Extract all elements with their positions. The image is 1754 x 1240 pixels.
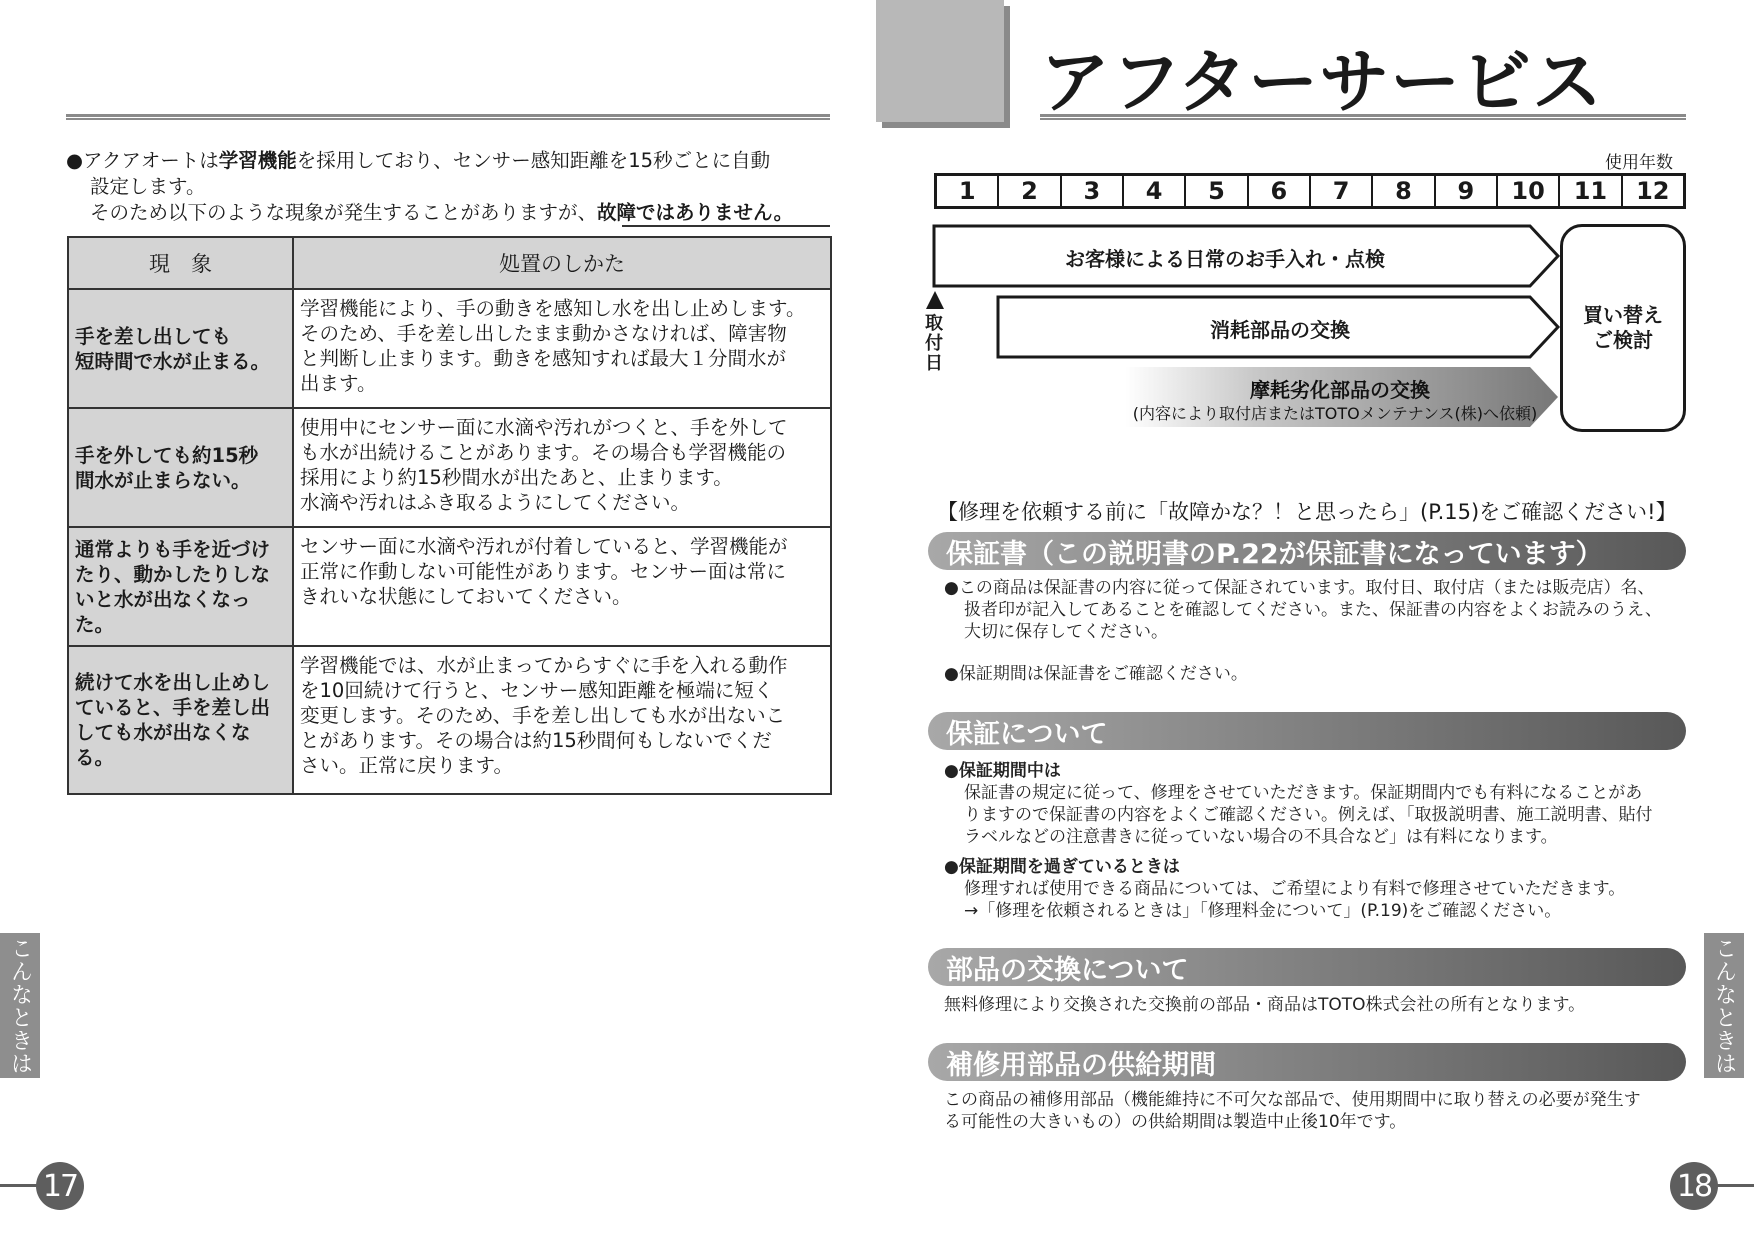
body-line: この商品の補修用部品（機能維持に不可欠な部品で、使用期間中に取り替えの必要が発生す	[944, 1090, 1641, 1110]
year-cell: 9	[1436, 176, 1498, 206]
symptom-line: 手を外しても約15秒	[75, 443, 259, 467]
intro-underline	[622, 225, 830, 227]
action-line: 学習機能により、手の動きを感知し水を出し止めします。	[300, 297, 806, 320]
replace-line: 買い替え	[1583, 303, 1663, 327]
wear-parts-label: 摩耗劣化部品の交換	[1250, 378, 1430, 402]
page-title: アフターサービス	[1040, 41, 1604, 123]
intro-line2: 設定します。	[90, 175, 206, 198]
symptom-line: しても水が出なくなる。	[75, 721, 251, 769]
intro-not-malfunction: 故障ではありません。	[597, 201, 794, 224]
install-date-label	[924, 314, 944, 374]
intro-line1-c: を採用しており、センサー感知距離を15秒ごとに自動	[296, 149, 771, 172]
symptom-line: 短時間で水が止まる。	[75, 349, 271, 373]
action-line: 出ます。	[300, 372, 377, 395]
left-side-tab[interactable]: こんなときは	[0, 933, 40, 1078]
year-cell: 5	[1186, 176, 1248, 206]
action-line: 使用中にセンサー面に水滴や汚れがつくと、手を外して	[300, 416, 788, 439]
action-line: 正常に作動しない可能性があります。センサー面は常に	[300, 560, 786, 583]
left-page-line	[0, 1184, 40, 1187]
body-line: ●保証期間は保証書をご確認ください。	[944, 664, 1248, 684]
parts-supply-body	[944, 1089, 1684, 1133]
action-line: きれいな状態にしておいてください。	[300, 585, 632, 608]
action-cell	[293, 527, 831, 646]
install-char: 日	[925, 353, 943, 374]
symptom-line: 手を差し出しても	[75, 324, 232, 348]
action-cell	[293, 408, 831, 527]
install-char: 付	[925, 333, 943, 354]
body-line: →「修理を依頼されるときは」「修理料金について」(P.19)をご確認ください。	[964, 901, 1562, 921]
section-heading-parts-replacement: 部品の交換について	[928, 948, 1686, 986]
table-row	[68, 408, 831, 527]
intro-text	[66, 148, 836, 226]
intro-learning-feature: 学習機能	[218, 149, 297, 172]
warranty-sub-title: ●保証期間中は	[944, 761, 1061, 781]
symptom-cell	[68, 408, 293, 527]
page-number-right: 18	[1670, 1162, 1718, 1210]
body-line: る可能性の大きいもの）の供給期間は製造中止後10年です。	[944, 1112, 1407, 1132]
body-line: ●この商品は保証書の内容に従って保証されています。取付日、取付店（または販売店）名、	[944, 578, 1655, 598]
replace-consider-box	[1560, 224, 1686, 432]
years-scale	[934, 173, 1686, 209]
action-line: センサー面に水滴や汚れが付着していると、学習機能が	[300, 535, 788, 558]
header-action: 処置のしかた	[293, 237, 831, 289]
body-line: 扱者印が記入してあることを確認してください。また、保証書の内容をよくお読みのうえ、	[964, 600, 1663, 620]
year-cell: 12	[1636, 177, 1670, 205]
action-line: 変更します。そのため、手を差し出しても水が出ないこ	[300, 704, 786, 727]
replace-line: ご検討	[1593, 328, 1653, 352]
header-symptom: 現 象	[68, 237, 293, 289]
action-line: さい。正常に戻ります。	[300, 754, 513, 777]
action-line: そのため、手を差し出したまま動かさなければ、障害物	[300, 322, 787, 345]
daily-care-label: お客様による日常のお手入れ・点検	[1065, 247, 1385, 271]
warranty-body	[944, 760, 1684, 922]
body-line: 修理すれば使用できる商品については、ご希望により有料で修理させていただきます。	[964, 879, 1626, 899]
year-cell: 1	[937, 176, 999, 206]
year-cell: 4	[1124, 176, 1186, 206]
year-cell: 7	[1311, 176, 1373, 206]
year-cell: 6	[1249, 176, 1311, 206]
page-number-left: 17	[36, 1162, 84, 1210]
parts-replacement-body: 無料修理により交換された交換前の部品・商品はTOTO株式会社の所有となります。	[944, 995, 1586, 1015]
symptom-line: 間水が止まらない。	[75, 468, 251, 492]
section-heading-parts-supply: 補修用部品の供給期間	[928, 1043, 1686, 1081]
symptom-cell	[68, 646, 293, 794]
body-line: 保証書の規定に従って、修理をさせていただきます。保証期間内でも有料になることがあ	[964, 783, 1643, 803]
wear-parts-note: (内容により取付店またはTOTOメンテナンス(株)へ依頼)	[1132, 404, 1538, 423]
year-cell: 10	[1498, 176, 1560, 206]
warranty-card-body	[944, 577, 1684, 685]
body-line: りますので保証書の内容をよくご確認ください。例えば、「取扱説明書、施工説明書、貼付	[964, 805, 1653, 825]
symptom-cell	[68, 527, 293, 646]
section-heading-warranty: 保証について	[928, 712, 1686, 750]
year-cell: 11	[1560, 176, 1622, 206]
table-row	[68, 527, 831, 646]
troubleshooting-table	[67, 236, 832, 795]
title-decor-box	[876, 0, 1004, 122]
years-label: 使用年数	[1605, 153, 1673, 173]
symptom-cell	[68, 289, 293, 408]
year-cell: 8	[1373, 176, 1435, 206]
body-line: ラベルなどの注意書きに従っていない場合の不具合など」は有料になります。	[964, 827, 1558, 847]
action-line: 学習機能では、水が止まってからすぐに手を入れる動作	[300, 654, 788, 677]
symptom-line: いと水が出なくなった。	[75, 587, 251, 636]
year-cell: 2	[999, 176, 1061, 206]
action-line: を10回続けて行うと、センサー感知距離を極端に短く	[300, 679, 774, 702]
intro-line3-a: そのため以下のような現象が発生することがありますが、	[90, 201, 598, 224]
table-row	[68, 646, 831, 794]
action-line: 採用により約15秒間水が出たあと、止まります。	[300, 466, 733, 489]
intro-line1-a: ●アクアオートは	[66, 149, 219, 172]
action-line: とがあります。その場合は約15秒間何もしないでくだ	[300, 729, 772, 752]
right-header-rule	[1040, 114, 1686, 120]
action-line: も水が出続けることがあります。その場合も学習機能の	[300, 441, 786, 464]
install-char: 取	[925, 313, 943, 334]
action-cell	[293, 646, 831, 794]
action-line: と判断し止まります。動きを感知すれば最大１分間水が	[300, 347, 786, 370]
section-heading-warranty-card: 保証書（この説明書のP.22が保証書になっています）	[928, 532, 1686, 570]
left-header-rule	[66, 114, 830, 120]
install-arrow-icon	[926, 291, 944, 309]
table-row	[68, 289, 831, 408]
symptom-line: たり、動かしたりしな	[75, 562, 271, 586]
symptom-line: 通常よりも手を近づけ	[75, 537, 271, 561]
action-line: 水滴や汚れはふき取るようにしてください。	[300, 491, 691, 514]
symptom-line: 続けて水を出し止めし	[75, 671, 271, 694]
warranty-sub-title: ●保証期間を過ぎているときは	[944, 857, 1180, 877]
repair-notice: 【修理を依頼する前に「故障かな？！と思ったら」(P.15)をご確認ください!】	[937, 500, 1677, 524]
consumables-label: 消耗部品の交換	[1210, 318, 1350, 342]
body-line: 大切に保存してください。	[964, 622, 1168, 642]
symptom-line: ていると、手を差し出	[75, 696, 271, 719]
action-cell	[293, 289, 831, 408]
right-side-tab[interactable]: こんなときは	[1704, 933, 1744, 1078]
year-cell: 3	[1062, 176, 1124, 206]
right-page-line	[1716, 1184, 1754, 1187]
